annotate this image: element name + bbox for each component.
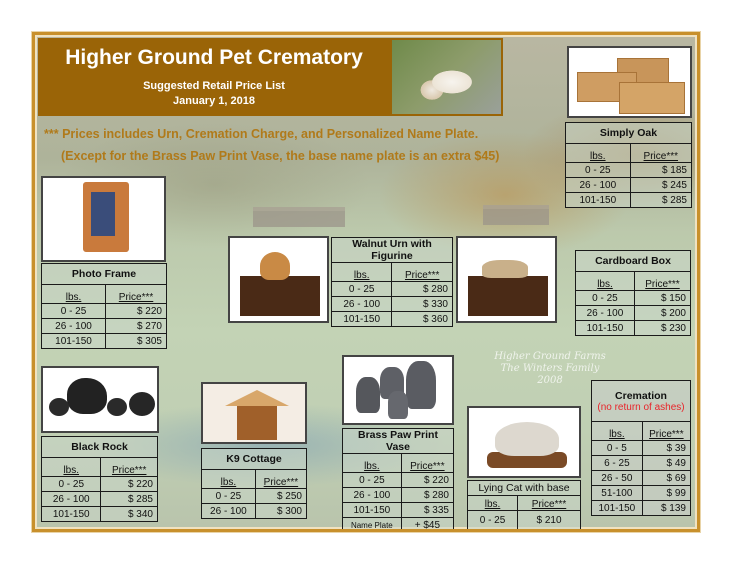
simply-oak-price-table [565,122,692,208]
watermark-line3: 2008 [537,375,563,386]
black-rock-urn-photo [41,366,159,433]
price-list-date: January 1, 2018 [173,95,255,107]
header-banner [38,38,390,116]
table-row: Name Plate + $45 [343,518,454,533]
table-row: 0 - 25 $ 220 [42,304,167,319]
price-header: Price*** [518,496,581,511]
table-row: 0 - 25 $ 150 [576,291,691,306]
table-row: 101-150 $ 230 [576,321,691,336]
table-title: Photo Frame [42,264,167,285]
vase-icon [388,391,408,419]
table-row: 101-150 $ 335 [343,503,454,518]
watermark-line2: The Winters Family [500,363,600,374]
ceramic-cat-icon [495,422,559,456]
table-row: 26 - 100 $ 300 [202,504,307,519]
doghouse-body-icon [237,406,277,440]
table-row: 0 - 5 $ 39 [592,441,691,456]
table-title: Brass Paw Print Vase [343,429,454,454]
cat-figurine-icon [260,252,290,280]
cremation-title: Cremation [615,389,667,402]
dog-figurine-icon [482,260,528,278]
table-row: 51-100 $ 99 [592,486,691,501]
oak-box-icon [619,82,685,114]
price-header: Price*** [392,263,453,282]
no-ashes-note: (no return of ashes) [597,401,685,413]
table-row: 101-150 $ 285 [566,193,692,208]
pricing-note-line1: *** Prices includes Urn, Cremation Charge, and Personalized Name Plate. [44,127,479,141]
table-title: Simply Oak [566,123,692,144]
lbs-header: lbs. [566,144,631,163]
brass-paw-vase-price-table [342,428,454,532]
walnut-urn-dog-photo [456,236,557,323]
walnut-box-icon [468,276,548,316]
table-title: Black Rock [42,437,158,458]
photo-frame-urn-photo [41,176,166,262]
lbs-header: lbs. [202,470,256,489]
dog-photo-icon [91,192,115,236]
doghouse-roof-icon [225,390,289,406]
table-row: 101-150 $ 305 [42,334,167,349]
cremation-price-table [591,380,691,516]
brass-paw-vase-photo [342,355,454,425]
lying-cat-urn-photo [467,406,581,478]
table-title: Lying Cat with base [468,481,581,496]
price-header: Price*** [642,422,690,441]
rock-icon [49,398,69,416]
price-header: Price*** [255,470,306,489]
photo-frame-price-table [41,263,167,349]
lbs-header: lbs. [343,454,402,473]
table-title: K9 Cottage [202,449,307,470]
lbs-header: lbs. [592,422,643,441]
rock-icon [107,398,127,416]
table-title [592,381,691,422]
k9-cottage-urn-photo [201,382,307,444]
table-row: 26 - 100 $ 285 [42,492,158,507]
table-row: 101-150 $ 139 [592,501,691,516]
page-subtitle: Suggested Retail Price List [143,80,285,92]
k9-cottage-price-table [201,448,307,519]
vase-icon [406,361,436,409]
price-list-flyer [32,32,700,532]
simply-oak-urn-photo [567,46,692,118]
pricing-note-line2: (Except for the Brass Paw Print Vase, the base name plate is an extra $45) [61,149,500,163]
price-header: Price*** [401,454,453,473]
black-rock-price-table [41,436,158,522]
page-title: Higher Ground Pet Crematory [65,46,363,69]
cardboard-box-price-table [575,250,691,336]
table-title: Cardboard Box [576,251,691,272]
price-header: Price*** [634,272,690,291]
lbs-header: lbs. [468,496,518,511]
background-barn [253,207,345,227]
lbs-header: lbs. [42,285,106,304]
price-header: Price*** [101,458,158,477]
lbs-header: lbs. [576,272,635,291]
background-house [483,205,549,225]
lbs-header: lbs. [332,263,392,282]
table-row: 0 - 25 $ 220 [343,473,454,488]
table-row: 0 - 25 $ 220 [42,477,158,492]
table-title: Walnut Urn with Figurine [332,238,453,263]
lying-cat-price-table [467,480,581,530]
table-row: 101-150 $ 340 [42,507,158,522]
table-row: 26 - 100 $ 280 [343,488,454,503]
price-header: Price*** [106,285,167,304]
walnut-urn-price-table [331,237,453,327]
walnut-box-icon [240,276,320,316]
rock-icon [129,392,155,416]
lbs-header: lbs. [42,458,101,477]
puppy-photo [390,38,503,116]
watermark-line1: Higher Ground Farms [494,351,606,362]
table-row: 26 - 100 $ 200 [576,306,691,321]
table-row: 0 - 25 $ 210 [468,511,581,530]
table-row: 0 - 25 $ 280 [332,282,453,297]
table-row: 0 - 25 $ 185 [566,163,692,178]
walnut-urn-cat-photo [228,236,329,323]
table-row: 101-150 $ 360 [332,312,453,327]
table-row: 26 - 100 $ 245 [566,178,692,193]
table-row: 26 - 100 $ 330 [332,297,453,312]
table-row: 6 - 25 $ 49 [592,456,691,471]
table-row: 26 - 50 $ 69 [592,471,691,486]
table-row: 26 - 100 $ 270 [42,319,167,334]
rock-icon [67,378,107,414]
table-row: 0 - 25 $ 250 [202,489,307,504]
vase-icon [356,377,380,413]
price-header: Price*** [630,144,691,163]
